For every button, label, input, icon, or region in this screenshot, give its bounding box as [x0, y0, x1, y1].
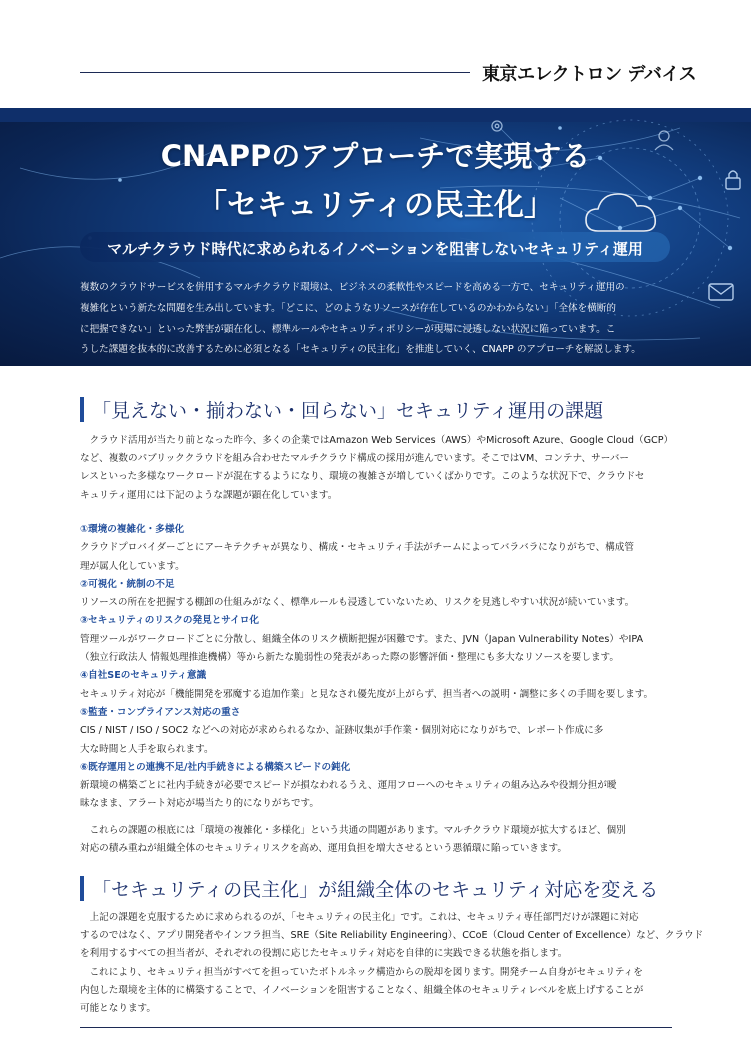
section1-closing-line: 対応の積み重ねが組織全体のセキュリティリスクを高め、運用負担を増大させるという悪循環に陥っていきます。: [80, 843, 567, 855]
section2-line: 上記の課題を克服するために求められるのが、「セキュリティの民主化」です。これは、セキュリティ専任部門だけが課題に対応: [80, 912, 639, 923]
issue-text: リソースの所在を把握する棚卸の仕組みがなく、標準ルールも浸透していないため、リスクを見逃しやすい状況が続いています。: [80, 597, 635, 609]
section1-heading-bar: [80, 397, 84, 422]
issue-title: ①環境の複雑化・多様化: [80, 524, 185, 535]
hero-intro-line: 複雑化という新たな問題を生み出しています。「どこに、どのようなリソースが存在しているのかわからない」「全体を横断的: [80, 302, 616, 314]
section1-intro-line: レスといった多様なワークロードが混在するようになり、環境の複雑さが増していくばかりです。このような状況下で、クラウドセ: [80, 471, 645, 483]
issue-text: セキュリティ対応が「機能開発を邪魔する追加作業」と見なされ優先度が上がらず、担当者への説明・調整に多くの手間を要します。: [80, 688, 654, 700]
hero-intro: [80, 278, 676, 361]
section1-intro: [80, 432, 676, 505]
hero-subtitle: マルチクラウド時代に求められるイノベーションを阻害しないセキュリティ運用: [107, 240, 643, 258]
section1-closing: [80, 822, 676, 858]
section1-intro-line: など、複数のパブリッククラウドを組み合わせたマルチクラウド構成の採用が進んでいます。そこではVM、コンテナ、サーバー: [80, 453, 630, 465]
hero-title-line2: 「セキュリティの民主化」: [197, 188, 554, 223]
section1-intro-line: キュリティ運用には下記のような課題が顕在化しています。: [80, 489, 338, 501]
hero-intro-line: に把握できない」といった弊害が顕在化し、標準ルールやセキュリティポリシーが現場に浸透しない状況に陥っています。こ: [80, 323, 616, 335]
issue-text: 昧なまま、アラート対応が場当たり的になりがちです。: [80, 798, 319, 810]
issue-text: 管理ツールがワークロードごとに分散し、組織全体のリスク横断把握が困難です。また、JVN（Japan Vulnerability Notes）やIPA: [80, 633, 644, 645]
issue-text: 大な時間と人手を取られます。: [80, 743, 214, 755]
section1-closing-line: これらの課題の根底には「環境の複雑化・多様化」という共通の問題があります。マルチクラウド環境が拡大するほど、個別: [80, 825, 626, 836]
issue-text: 理が属人化しています。: [80, 560, 185, 572]
hero-intro-line: うした課題を抜本的に改善するために必須となる「セキュリティの民主化」を推進していく、CNAPP のアプローチを解説します。: [80, 344, 641, 356]
header-rule: [80, 72, 470, 73]
hero-banner: [0, 108, 751, 366]
hero-title-line1: CNAPPのアプローチで実現する: [160, 139, 591, 173]
mail-icon: [709, 284, 733, 300]
issue-title: ⑤監査・コンプライアンス対応の重さ: [80, 706, 241, 718]
issue-title: ③セキュリティのリスクの発見とサイロ化: [80, 615, 259, 627]
section1-intro-line: クラウド活用が当たり前となった昨今、多くの企業ではAmazon Web Services（AWS）やMicrosoft Azure、Google Cloud（GCP）: [80, 435, 674, 446]
section2-line: 内包した環境を主体的に構築することで、イノベーションを阻害することなく、組織全体のセキュリティレベルを底上げすることが: [80, 984, 644, 996]
issue-text: CIS / NIST / ISO / SOC2 などへの対応が求められるなか、証跡収集が手作業・個別対応になりがちで、レポート作成に多: [80, 725, 604, 737]
issue-title: ④自社SEのセキュリティ意識: [80, 670, 207, 682]
footer-rule: [80, 1027, 672, 1028]
issue-text: クラウドプロバイダーごとにアーキテクチャが異なり、構成・セキュリティ手法がチームによってバラバラになりがちで、構成管: [80, 542, 634, 554]
section2-line: 可能となります。: [80, 1003, 156, 1015]
issue-title: ⑥既存運用との連携不足/社内手続きによる構築スピードの鈍化: [80, 761, 351, 773]
issue-title: ②可視化・統制の不足: [80, 578, 175, 590]
section2-title: 「セキュリティの民主化」が組織全体のセキュリティ対応を変える: [92, 879, 659, 901]
section1-title: 「見えない・揃わない・回らない」セキュリティ運用の課題: [92, 400, 604, 422]
section2-line: するのではなく、アプリ開発者やインフラ担当、SRE（Site Reliability Engineering）、CCoE（Cloud Center of Excellence）など、クラウド: [80, 930, 704, 942]
section2-line: これにより、セキュリティ担当がすべてを担っていたボトルネック構造からの脱却を図ります。開発チーム自身がセキュリティを: [80, 966, 643, 978]
issue-text: （独立行政法人 情報処理推進機構）等から新たな脆弱性の発表があった際の影響評価・整理にも多大なリソースを要します。: [80, 652, 619, 664]
company-logo: 東京エレクトロン デバイス: [482, 64, 697, 85]
section2-heading-bar: [80, 876, 84, 901]
issue-list: [80, 521, 676, 814]
issue-text: 新環境の構築ごとに社内手続きが必要でスピードが損なわれるうえ、運用フローへのセキュリティの組み込みや役割分担が曖: [80, 780, 617, 792]
hero-intro-line: 複数のクラウドサービスを併用するマルチクラウド環境は、ビジネスの柔軟性やスピードを高める一方で、セキュリティ運用の: [80, 282, 625, 293]
section2-body: [80, 909, 704, 1018]
section2-line: を利用するすべての担当者が、それぞれの役割に応じたセキュリティ対応を自律的に実践できる状態を指します。: [80, 948, 568, 960]
gear-icon: [492, 121, 502, 131]
